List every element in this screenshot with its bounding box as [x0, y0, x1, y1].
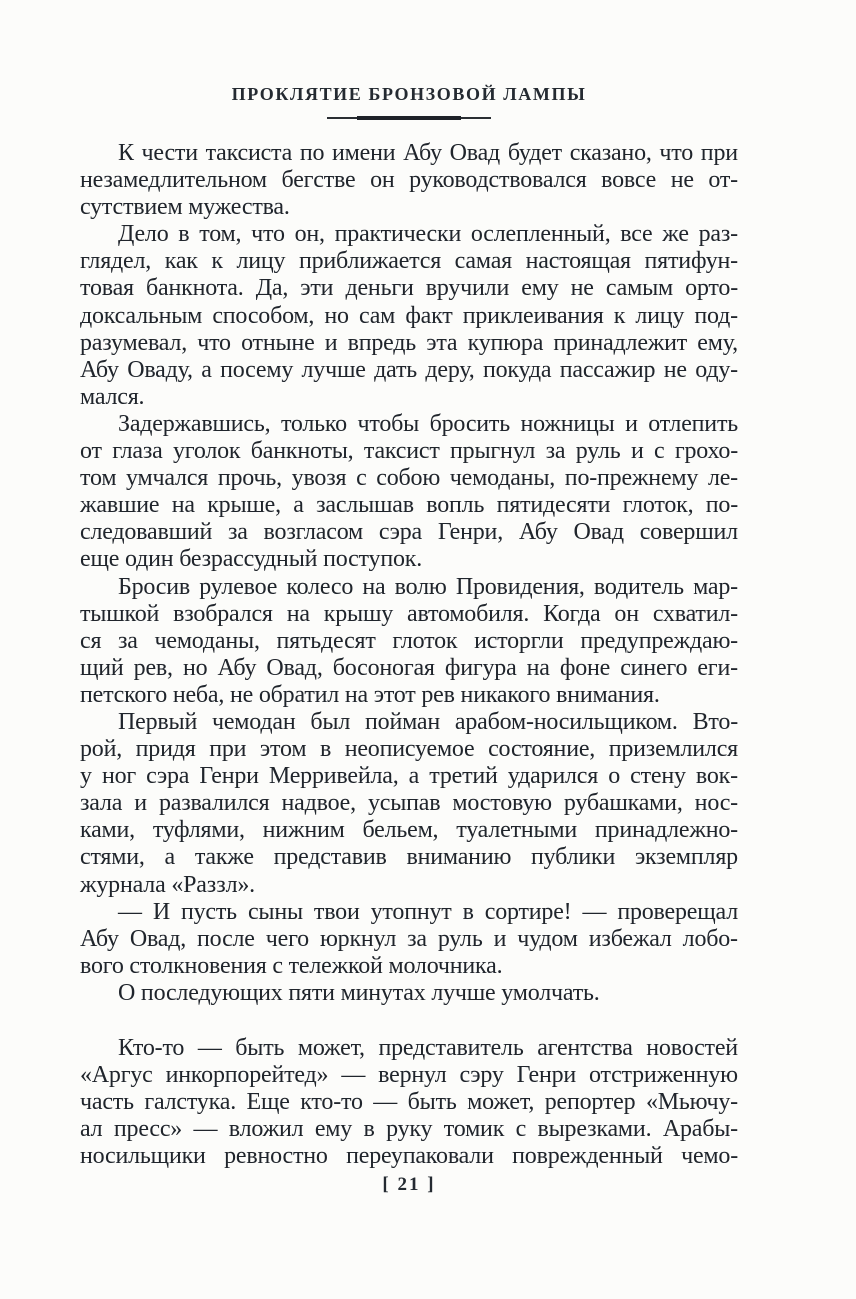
text-line: от глаза уголок банкноты, таксист прыгнул за руль и с грохо-	[80, 438, 738, 465]
text-line: сутствием мужества.	[80, 194, 290, 221]
paragraph	[80, 1035, 738, 1170]
text-line: щий рев, но Абу Овад, босоногая фигура на фоне синего еги-	[80, 654, 738, 681]
text-line: Кто-то — быть может, представитель агентства новостей	[118, 1035, 738, 1061]
text-line: К чести таксиста по имени Абу Овад будет сказано, что при	[118, 140, 738, 166]
text-line: журнала «Раззл».	[80, 871, 255, 898]
header-ornament-divider	[327, 115, 491, 120]
paragraph	[80, 411, 738, 574]
page-number: [ 21 ]	[382, 1174, 436, 1195]
text-line: доксальным способом, но сам факт приклеивания к лицу под-	[80, 302, 738, 329]
text-line: ал пресс» — вложил ему в руку томик с вырезками. Арабы-	[80, 1116, 738, 1143]
text-line: рой, придя при этом в неописуемое состояние, приземлился	[80, 736, 738, 763]
paragraph	[80, 221, 738, 411]
paragraph	[80, 899, 738, 980]
text-line: Абу Овад, после чего юркнул за руль и чудом избежал лобо-	[80, 925, 738, 952]
text-block	[80, 140, 738, 1170]
text-line: Абу Оваду, а посему лучше дать деру, покуда пассажир не оду-	[80, 356, 738, 383]
text-line: «Аргус инкорпорейтед» — вернул сэру Генри отстриженную	[80, 1062, 738, 1089]
text-line: незамедлительном бегстве он руководствовался вовсе не от-	[80, 167, 738, 194]
text-line: жавшие на крыше, а заслышав вопль пятидесяти глоток, по-	[80, 492, 738, 519]
text-line: — И пусть сыны твои утопнут в сортире! — проверещал	[118, 898, 738, 925]
paragraph	[80, 709, 738, 899]
text-line: товая банкнота. Да, эти деньги вручили ему не самым орто-	[80, 275, 738, 302]
paragraph	[80, 574, 738, 709]
text-line: вого столкновения с тележкой молочника.	[80, 952, 503, 979]
text-line: Бросив рулевое колесо на волю Провидения, водитель мар-	[118, 573, 738, 600]
text-line: Первый чемодан был пойман арабом-носильщиком. Вто-	[118, 708, 738, 735]
text-line: носильщики ревностно переупаковали поврежденный чемо-	[80, 1143, 738, 1170]
running-header: ПРОКЛЯТИЕ БРОНЗОВОЙ ЛАМПЫ	[231, 84, 587, 104]
text-line: ками, туфлями, нижним бельем, туалетными принадлежно-	[80, 817, 738, 844]
text-line: зала и развалился надвое, усыпав мостовую рубашками, нос-	[80, 790, 738, 817]
text-line: стями, а также представив вниманию публики экземпляр	[80, 844, 738, 871]
text-line: глядел, как к лицу приближается самая настоящая пятифун-	[80, 248, 738, 275]
text-line: часть галстука. Еще кто-то — быть может, репортер «Мьючу-	[80, 1089, 738, 1116]
paragraph	[80, 140, 738, 221]
text-line: разумевал, что отныне и впредь эта купюра принадлежит ему,	[80, 329, 738, 356]
text-line: еще один безрассудный поступок.	[80, 546, 423, 573]
text-line: у ног сэра Генри Мерривейла, а третий ударился о стену вок-	[80, 763, 738, 790]
text-line: ся за чемоданы, пятьдесят глоток исторгли предупреждаю-	[80, 627, 738, 654]
text-line: мался.	[80, 383, 145, 410]
divider-thick-rule	[357, 116, 461, 120]
text-line: тышкой взобрался на крышу автомобиля. Когда он схватил-	[80, 600, 738, 627]
text-line: О последующих пяти минутах лучше умолчать.	[118, 979, 600, 1006]
text-line: Задержавшись, только чтобы бросить ножницы и отлепить	[118, 410, 738, 437]
text-line: петского неба, не обратил на этот рев никакого внимания.	[80, 681, 660, 708]
text-line: следовавший за возгласом сэра Генри, Абу Овад совершил	[80, 519, 738, 546]
paragraph	[80, 980, 738, 1007]
text-line: Дело в том, что он, практически ослепленный, все же раз-	[118, 221, 738, 248]
text-line: том умчался прочь, увозя с собою чемоданы, по-прежнему ле-	[80, 465, 738, 492]
